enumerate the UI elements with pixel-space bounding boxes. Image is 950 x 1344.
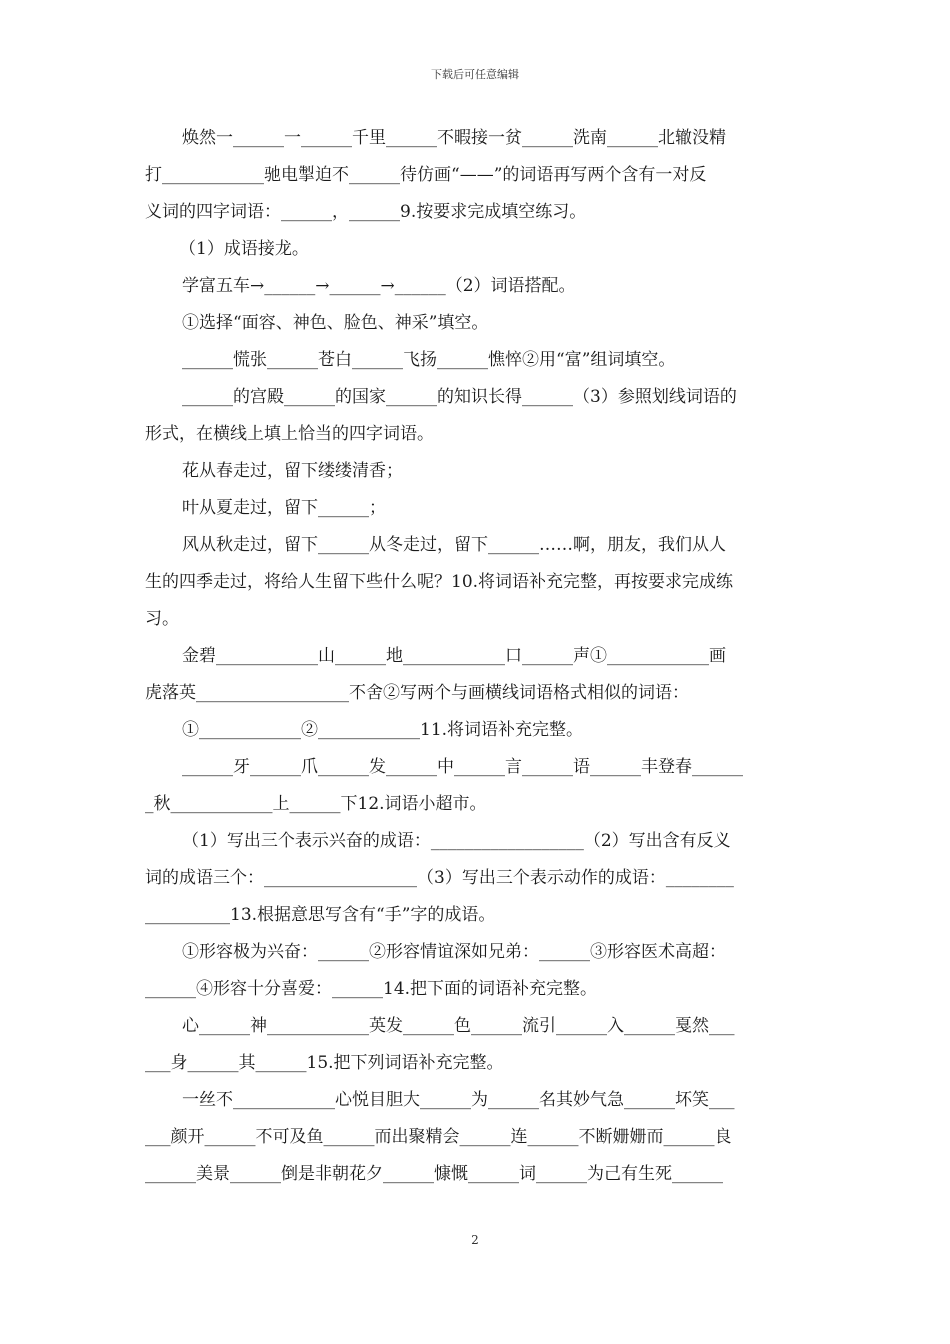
text-line: （1）写出三个表示兴奋的成语：__________________（2）写出含有反义 [182,831,731,851]
text-line: 叶从夏走过，留下______； [182,498,386,518]
text-line: 焕然一______一______千里______不暇接一贫______洗南______北辙没精 [182,128,726,148]
text-line: ___颜开______不可及鱼______而出聚精会______连______不断姗姗而______良 [145,1127,732,1147]
text-line: 一丝不____________心悦目胆大______为______名其妙气急______坏笑___ [182,1090,735,1110]
text-line: ______④形容十分喜爱：______14.把下面的词语补充完整。 [145,979,598,999]
text-line: ①选择“面容、神色、脸色、神采”填空。 [182,313,489,333]
text-line: 打____________驰电掣迫不______待仿画“——”的词语再写两个含有一对反 [145,165,707,185]
text-line: 花从春走过，留下缕缕清香； [182,461,403,481]
text-line: __________13.根据意思写含有“手”字的成语。 [145,905,496,925]
text-line: ①____________②____________11.将词语补充完整。 [182,720,584,740]
text-line: 形式，在横线上填上恰当的四字词语。 [145,424,434,444]
text-line: 义词的四字词语：______，______9.按要求完成填空练习。 [145,202,587,222]
document-body [145,120,807,1193]
text-line: ①形容极为兴奋：______②形容情谊深如兄弟：______③形容医术高超： [182,942,726,962]
text-line: （1）成语接龙。 [179,239,309,259]
text-line: 心______神____________英发______色______流引______入______戛然___ [182,1016,735,1036]
text-line: ___身______其______15.把下列词语补充完整。 [145,1053,504,1073]
text-line: ______的宫殿______的国家______的知识长得______（3）参照划线词语的 [182,387,737,407]
text-line: 生的四季走过，将给人生留下些什么呢？10.将词语补充完整，再按要求完成练 [145,572,734,592]
page-number: 2 [471,1233,479,1247]
text-line: ______美景______倒是非朝花夕______慷慨______词______为己有生死______ [145,1164,723,1184]
text-line: 金碧____________山______地____________口______声①____________画 [182,646,726,666]
text-line: 习。 [145,609,179,629]
text-line: 学富五车→______→______→______（2）词语搭配。 [182,276,576,296]
text-line: 词的成语三个：__________________（3）写出三个表示动作的成语：________ [145,868,734,888]
text-line: 风从秋走过，留下______从冬走过，留下______……啊，朋友，我们从人 [182,535,726,555]
page-header: 下载后可任意编辑 [431,68,519,81]
text-line: ______慌张______苍白______飞扬______憔悴②用“富”组词填空。 [182,350,676,370]
text-line: 虎落英__________________不舍②写两个与画横线词语格式相似的词语： [145,683,689,703]
text-line: _秋____________上______下12.词语小超市。 [145,794,487,814]
text-line: ______牙______爪______发______中______言______语______丰登春______ [182,757,743,777]
